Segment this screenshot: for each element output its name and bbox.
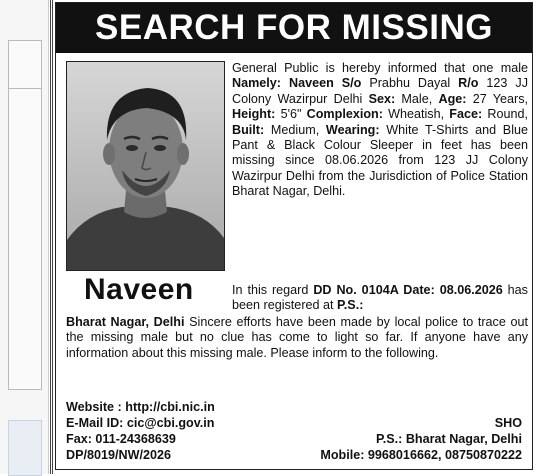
value-height: 5'6" <box>275 107 307 122</box>
label-age: Age: <box>438 91 467 106</box>
portrait-image <box>67 62 224 270</box>
sho-designation: SHO <box>494 416 522 430</box>
value-name: Naveen S/o <box>281 76 362 91</box>
fax-line: Fax: 011-24368639 <box>66 432 176 446</box>
label-height: Height: <box>232 107 276 122</box>
appeal-paragraph <box>66 315 528 361</box>
sho-contact-block <box>320 415 522 463</box>
value-complexion: Wheatish, <box>382 107 450 122</box>
email-line[interactable]: E-Mail ID: cic@cbi.gov.in <box>66 416 215 430</box>
value-father: Prabhu Dayal <box>361 76 459 91</box>
value-built: Medium, <box>264 122 326 137</box>
label-namely: Namely: <box>232 76 281 91</box>
notice-title: SEARCH FOR MISSING <box>95 8 493 47</box>
website-line[interactable]: Website : http://cbi.nic.in <box>66 400 215 414</box>
missing-person-photo <box>66 61 225 271</box>
appeal-text: Sincere efforts have been made by local police to trace out the missing male but no clue has come to light so far. If anyone have any information about this missing male. Please inform to the following. <box>66 315 528 360</box>
value-sex: Male, <box>395 91 439 106</box>
regard-text: has been registered at <box>232 283 528 313</box>
adjacent-ad-fragment <box>8 420 42 476</box>
sho-mobile: Mobile: 9968016662, 08750870222 <box>320 448 522 462</box>
column-rule <box>50 0 51 474</box>
police-station-name: Bharat Nagar, Delhi <box>66 315 185 329</box>
contact-block <box>66 399 215 463</box>
value-wearing: White T-Shirts and Blue Pant & Black Colour Sleeper in feet has been missing since 08.06.2026 from 123 JJ Colony Wazirpur Delhi from the Jurisdiction of Police Station Bharat Nagar, Delhi. <box>232 122 529 199</box>
label-complexion: Complexion: <box>306 107 383 122</box>
label-face: Face: <box>449 107 483 122</box>
regard-paragraph <box>232 283 528 314</box>
missing-person-notice <box>55 2 533 470</box>
label-resident-of: R/o <box>458 76 479 91</box>
sho-police-station: P.S.: Bharat Nagar, Delhi <box>375 432 522 446</box>
column-rule <box>52 0 53 474</box>
label-wearing: Wearing: <box>325 122 380 137</box>
description-paragraph <box>232 61 528 200</box>
regard-text: In this regard <box>232 283 314 297</box>
reference-number: DP/8019/NW/2026 <box>66 448 172 462</box>
adjacent-column <box>0 0 49 474</box>
police-station-label: P.S.: <box>337 298 364 313</box>
label-built: Built: <box>232 122 265 137</box>
description-text: General Public is hereby informed that one male <box>232 61 528 75</box>
notice-banner <box>56 3 532 53</box>
label-sex: Sex: <box>368 91 396 106</box>
value-face: Round, <box>482 107 528 122</box>
value-age: 27 Years, <box>466 91 528 106</box>
missing-person-name: Naveen <box>84 273 194 306</box>
value-address: 123 JJ Colony Wazirpur Delhi <box>232 76 528 106</box>
dd-number: DD No. 0104A Date: 08.06.2026 <box>313 283 503 297</box>
adjacent-ad-fragment <box>8 88 42 390</box>
